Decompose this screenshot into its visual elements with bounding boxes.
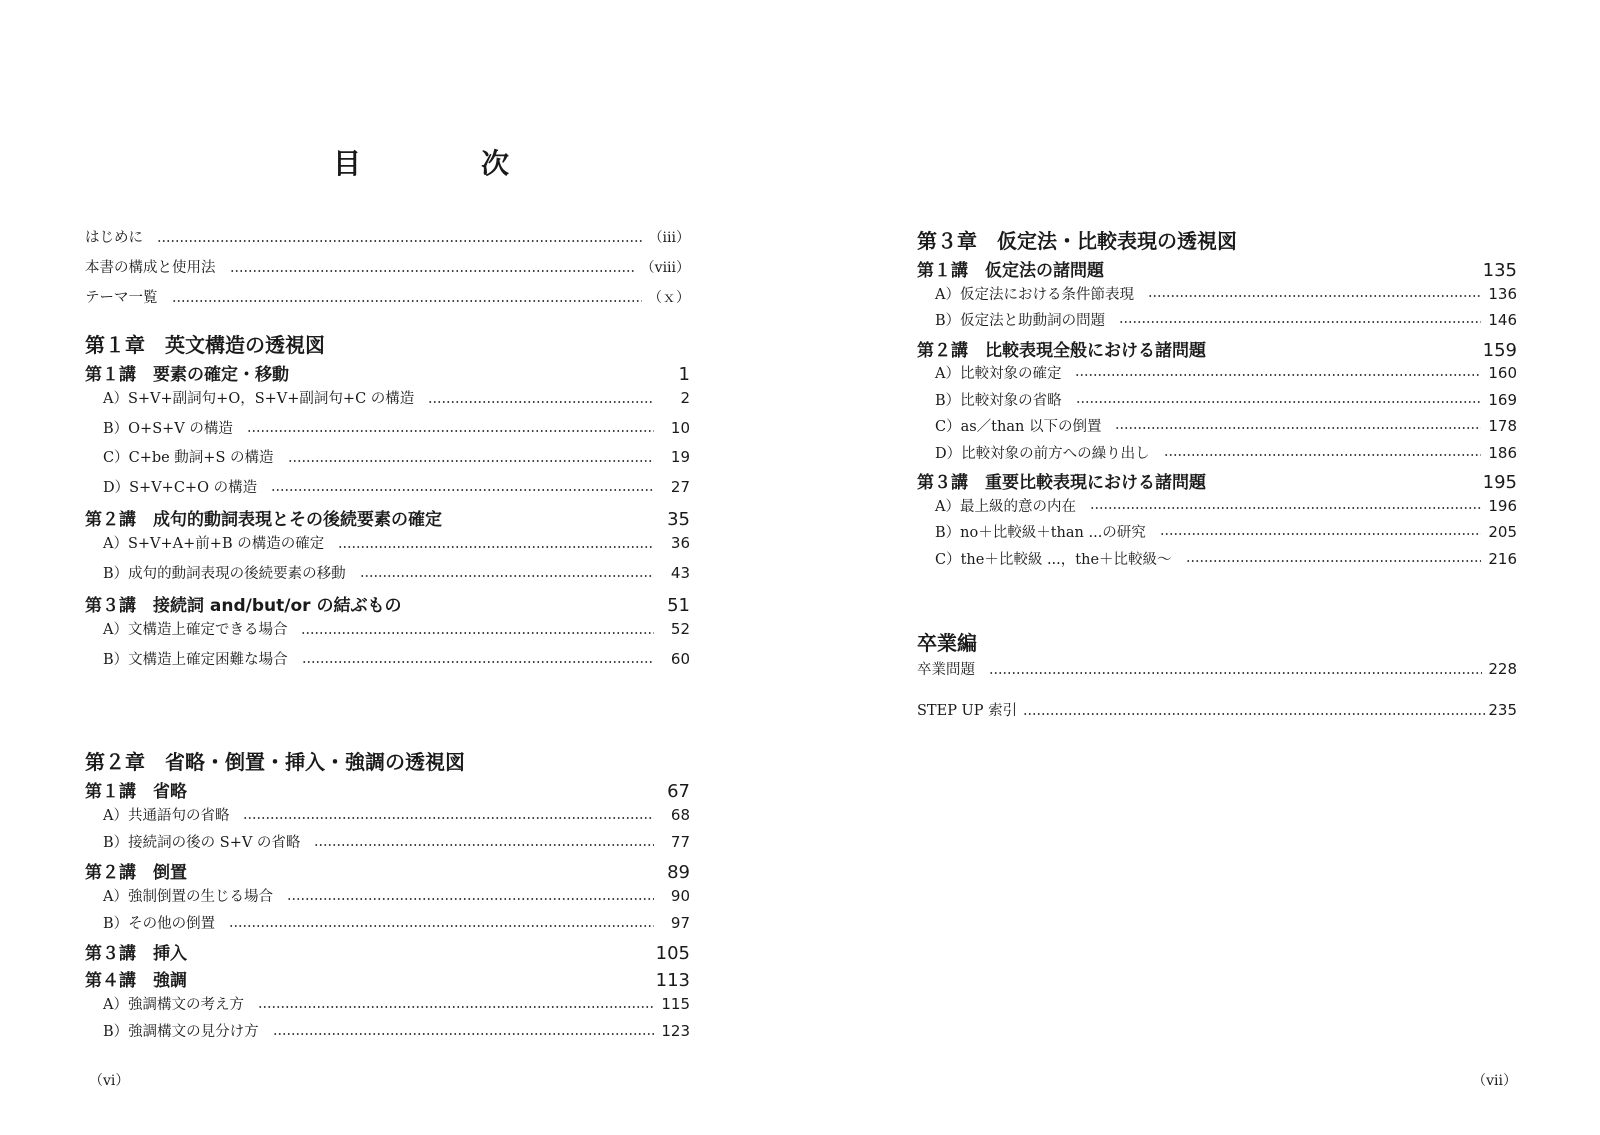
item-entry[interactable] <box>85 648 690 678</box>
item-page: 196 <box>1488 496 1517 515</box>
item-entry[interactable] <box>917 415 1517 442</box>
dot-leader <box>273 1033 654 1035</box>
dot-leader <box>1119 321 1481 323</box>
item-label: B）文構造上確定困難な場合 <box>103 651 288 668</box>
dot-leader <box>1076 401 1481 403</box>
item-label: B）接続詞の後の S+V の省略 <box>103 835 301 851</box>
dot-leader <box>1186 560 1481 562</box>
item-page: 10 <box>670 418 690 437</box>
item-label: A）強調構文の考え方 <box>103 997 244 1013</box>
item-page: 136 <box>1488 284 1517 303</box>
item-label: B）成句的動詞表現の後続要素の移動 <box>103 565 346 582</box>
lesson-entry[interactable] <box>85 505 690 532</box>
item-page: 178 <box>1488 417 1517 435</box>
dot-leader <box>1023 713 1486 715</box>
item-entry[interactable] <box>917 548 1517 575</box>
item-entry[interactable] <box>917 495 1517 522</box>
item-page: 115 <box>661 995 690 1013</box>
item-page: 123 <box>661 1022 690 1040</box>
item-page: 2 <box>680 389 690 407</box>
chapter-2 <box>85 747 690 1047</box>
item-entry[interactable] <box>85 804 690 831</box>
lesson-entry[interactable] <box>85 360 690 387</box>
left-page <box>85 0 690 1135</box>
item-page: 68 <box>670 806 690 824</box>
item-entry[interactable] <box>917 442 1517 469</box>
item-label: A）共通語句の省略 <box>103 808 230 824</box>
dot-leader <box>428 401 654 403</box>
item-entry[interactable] <box>85 387 690 417</box>
index-section <box>917 699 1517 729</box>
toc-entry[interactable] <box>85 256 690 286</box>
item-page: 205 <box>1488 523 1517 541</box>
item-label: B）強調構文の見分け方 <box>103 1024 259 1040</box>
dot-leader <box>229 925 654 927</box>
lesson-page: 113 <box>655 970 690 991</box>
item-entry[interactable] <box>85 532 690 562</box>
dot-leader <box>1160 533 1481 535</box>
item-label: A）S+V+副詞句+O，S+V+副詞句+C の構造 <box>103 391 415 407</box>
dot-leader <box>1115 427 1481 429</box>
dot-leader <box>230 270 635 272</box>
dot-leader <box>288 460 654 462</box>
lesson-label: 第３講 重要比較表現における諸問題 <box>917 473 1206 493</box>
page-number: （vi） <box>89 1073 130 1089</box>
entry-page: 235 <box>1488 701 1517 719</box>
item-entry[interactable] <box>85 912 690 939</box>
item-entry[interactable] <box>917 309 1517 336</box>
lesson-entry[interactable] <box>85 966 690 993</box>
lesson-label: 第４講 強調 <box>85 971 187 991</box>
dot-leader <box>302 661 654 663</box>
dot-leader <box>258 1006 654 1008</box>
item-entry[interactable] <box>85 831 690 858</box>
item-label: A）S+V+A+前+B の構造の確定 <box>103 536 325 552</box>
item-label: B）no＋比較級＋than ...の研究 <box>935 525 1146 541</box>
item-label: A）最上級的意の内在 <box>935 498 1076 515</box>
item-label: D）比較対象の前方への繰り出し <box>935 445 1150 462</box>
item-page: 90 <box>670 887 690 905</box>
item-page: 186 <box>1488 443 1517 462</box>
front-matter <box>85 226 690 316</box>
item-entry[interactable] <box>85 446 690 476</box>
item-page: 146 <box>1488 311 1517 329</box>
chapter-heading: 第１章 英文構造の透視図 <box>85 333 325 357</box>
dot-leader <box>1075 374 1481 376</box>
item-page: 43 <box>670 563 690 582</box>
graduation-section <box>917 628 1517 688</box>
item-page: 27 <box>670 477 690 496</box>
lesson-entry[interactable] <box>917 256 1517 283</box>
lesson-page: 51 <box>667 595 690 616</box>
toc-entry[interactable] <box>917 699 1517 729</box>
item-entry[interactable] <box>917 389 1517 416</box>
item-page: 169 <box>1488 390 1517 409</box>
item-label: C）the＋比較級 ...，the＋比較級～ <box>935 551 1172 568</box>
dot-leader <box>1164 454 1481 456</box>
item-page: 36 <box>670 534 690 552</box>
page-title: 目 次 <box>333 147 556 180</box>
lesson-entry[interactable] <box>917 468 1517 495</box>
entry-page: （ｘ） <box>648 290 690 306</box>
toc-entry[interactable] <box>85 286 690 316</box>
toc-entry[interactable] <box>85 226 690 256</box>
dot-leader <box>157 240 643 242</box>
dot-leader <box>247 430 654 432</box>
lesson-page: 35 <box>667 509 690 530</box>
item-label: B）その他の倒置 <box>103 916 216 932</box>
item-page: 60 <box>670 649 690 668</box>
lesson-label: 第２講 倒置 <box>85 863 187 883</box>
section-heading: 卒業編 <box>917 631 977 655</box>
lesson-label: 第１講 省略 <box>85 782 187 802</box>
chapter-3 <box>917 226 1517 574</box>
entry-page: 228 <box>1488 660 1517 678</box>
item-label: C）as／than 以下の倒置 <box>935 419 1102 435</box>
lesson-page: 89 <box>667 862 690 883</box>
entry-label: 卒業問題 <box>917 662 975 678</box>
dot-leader <box>287 898 654 900</box>
item-entry[interactable] <box>85 562 690 592</box>
item-page: 19 <box>670 448 690 466</box>
item-label: B）仮定法と助動詞の問題 <box>935 313 1106 329</box>
item-entry[interactable] <box>85 885 690 912</box>
lesson-page: 135 <box>1482 260 1517 281</box>
item-entry[interactable] <box>917 521 1517 548</box>
right-page <box>917 0 1517 1135</box>
item-entry[interactable] <box>917 283 1517 310</box>
lesson-entry[interactable] <box>85 939 690 966</box>
lesson-label: 第３講 挿入 <box>85 944 187 964</box>
dot-leader <box>172 300 643 302</box>
item-page: 97 <box>670 914 690 932</box>
dot-leader <box>1090 507 1481 509</box>
entry-page: （viii） <box>640 260 690 276</box>
item-page: 216 <box>1488 549 1517 568</box>
entry-label: テーマ一覧 <box>85 290 158 306</box>
chapter-heading: 第２章 省略・倒置・挿入・強調の透視図 <box>85 750 465 774</box>
lesson-entry[interactable] <box>917 336 1517 363</box>
item-entry[interactable] <box>85 476 690 506</box>
chapter-heading: 第３章 仮定法・比較表現の透視図 <box>917 229 1237 253</box>
lesson-entry[interactable] <box>85 591 690 618</box>
item-label: D）S+V+C+O の構造 <box>103 479 258 496</box>
entry-label: 本書の構成と使用法 <box>85 260 216 276</box>
toc-entry[interactable] <box>917 658 1517 688</box>
entry-label: はじめに <box>85 230 143 246</box>
item-entry[interactable] <box>917 362 1517 389</box>
lesson-page: 1 <box>678 364 690 385</box>
item-page: 160 <box>1488 364 1517 382</box>
lesson-page: 67 <box>667 781 690 802</box>
lesson-label: 第２講 成句的動詞表現とその後続要素の確定 <box>85 510 442 530</box>
item-entry[interactable] <box>85 993 690 1020</box>
item-label: B）O+S+V の構造 <box>103 420 233 437</box>
page-number: （vii） <box>1472 1073 1517 1089</box>
item-entry[interactable] <box>85 417 690 447</box>
item-label: C）C+be 動詞+S の構造 <box>103 450 274 466</box>
dot-leader <box>360 575 654 577</box>
item-entry[interactable] <box>85 1020 690 1047</box>
lesson-label: 第３講 接続詞 and/but/or の結ぶもの <box>85 596 402 616</box>
item-label: A）強制倒置の生じる場合 <box>103 889 273 905</box>
dot-leader <box>243 817 654 819</box>
dot-leader <box>271 489 654 491</box>
item-entry[interactable] <box>85 618 690 648</box>
item-page: 77 <box>670 833 690 851</box>
entry-page: （iii） <box>648 230 690 246</box>
lesson-page: 105 <box>655 943 690 964</box>
dot-leader <box>338 546 654 548</box>
dot-leader <box>989 672 1482 674</box>
lesson-label: 第１講 仮定法の諸問題 <box>917 261 1104 281</box>
item-page: 52 <box>670 620 690 638</box>
lesson-page: 195 <box>1482 472 1517 493</box>
dot-leader <box>1148 295 1481 297</box>
item-label: A）文構造上確定できる場合 <box>103 622 288 638</box>
chapter-1 <box>85 330 690 677</box>
item-label: A）比較対象の確定 <box>935 366 1062 382</box>
lesson-label: 第１講 要素の確定・移動 <box>85 365 289 385</box>
dot-leader <box>301 632 654 634</box>
lesson-label: 第２講 比較表現全般における諸問題 <box>917 340 1206 361</box>
lesson-entry[interactable] <box>85 777 690 804</box>
entry-label: STEP UP 索引 <box>917 703 1018 719</box>
item-label: A）仮定法における条件節表現 <box>935 286 1134 303</box>
lesson-entry[interactable] <box>85 858 690 885</box>
lesson-page: 159 <box>1482 339 1517 361</box>
dot-leader <box>314 844 654 846</box>
item-label: B）比較対象の省略 <box>935 392 1062 409</box>
